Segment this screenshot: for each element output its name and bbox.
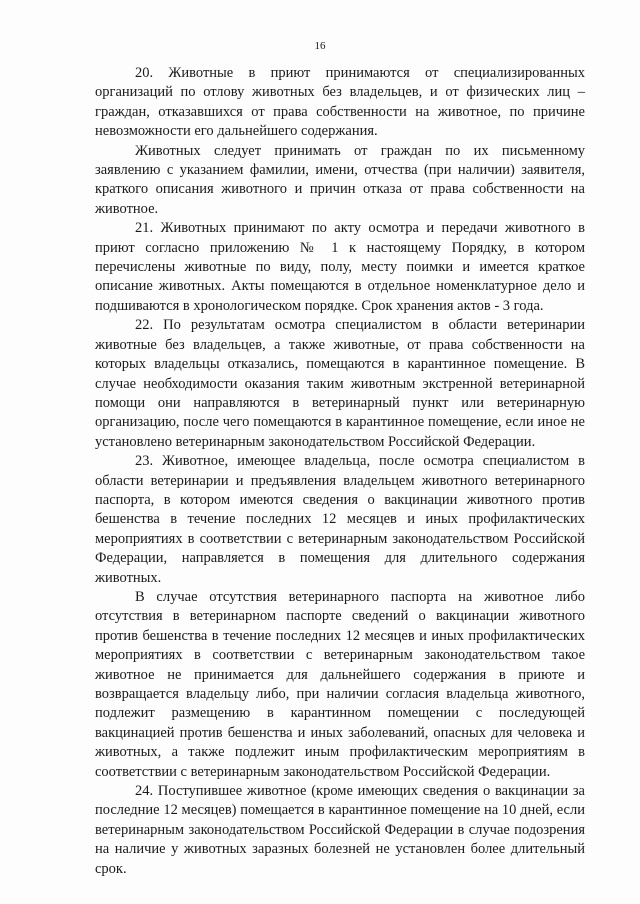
paragraph-23-continued: В случае отсутствия ветеринарного паспорта на животное либо отсутствия в ветеринарном паспорте сведений о вакцинации животного против бешенства в течение последних 12 месяцев и иных профилактических мероприятиях в соответствии с ветеринарным законодательством такое животное не принимается для дальнейшего содержания в приюте и возвращается владельцу либо, при наличии согласия владельца животного, подлежит размещению в карантинном помещении с последующей вакцинацией против бешенства и иных заболеваний, опасных для человека и животных, а также подлежит иным профилактическим мероприятиям в соответствии с ветеринарным законодательством Российской Федерации. [95,588,585,780]
paragraph-24: 24. Поступившее животное (кроме имеющих сведения о вакцинации за последние 12 месяцев) помещается в карантинное помещение на 10 дней, если ветеринарным законодательством Российской Федерации в случае подозрения на наличие у животных заразных болезней не установлен более длительный срок. [95,783,585,877]
page-number: 16 [314,40,326,52]
paragraph-22: 22. По результатам осмотра специалистом в области ветеринарии животные без владельцев, а также животные, от права собственности на которых владельцы отказались, помещаются в карантинное помещение. В случае необходимости оказания таким животным экстренной ветеринарной помощи они направляются в ветеринарный пункт или ветеринарную организацию, после чего помещаются в карантинное помещение, если иное не установлено ветеринарным законодательством Российской Федерации. [95,317,585,450]
paragraph-20-continued: Животных следует принимать от граждан по их письменному заявлению с указанием фамилии, имени, отчества (при наличии) заявителя, краткого описания животного и причин отказа от права собственности на животное. [95,142,585,217]
document-body [95,64,585,879]
paragraph-20: 20. Животные в приют принимаются от специализированных организаций по отлову животных без владельцев, и от физических лиц – граждан, отказавшихся от права собственности на животное, по причине невозможности его дальнейшего содержания. [95,65,585,140]
paragraph-23: 23. Животное, имеющее владельца, после осмотра специалистом в области ветеринарии и предъявления владельцем животного ветеринарного паспорта, в котором имеются сведения о вакцинации животного против бешенства в течение последних 12 месяцев и иных профилактических мероприятиях в соответствии с ветеринарным законодательством Российской Федерации, направляется в помещения для длительного содержания животных. [95,453,585,586]
paragraph-21: 21. Животных принимают по акту осмотра и передачи животного в приют согласно приложению № 1 к настоящему Порядку, в котором перечислены животные по виду, полу, месту поимки и имеется краткое описание животных. Акты помещаются в отдельное номенклатурное дело и подшиваются в хронологическом порядке. Срок хранения актов - 3 года. [95,220,585,314]
